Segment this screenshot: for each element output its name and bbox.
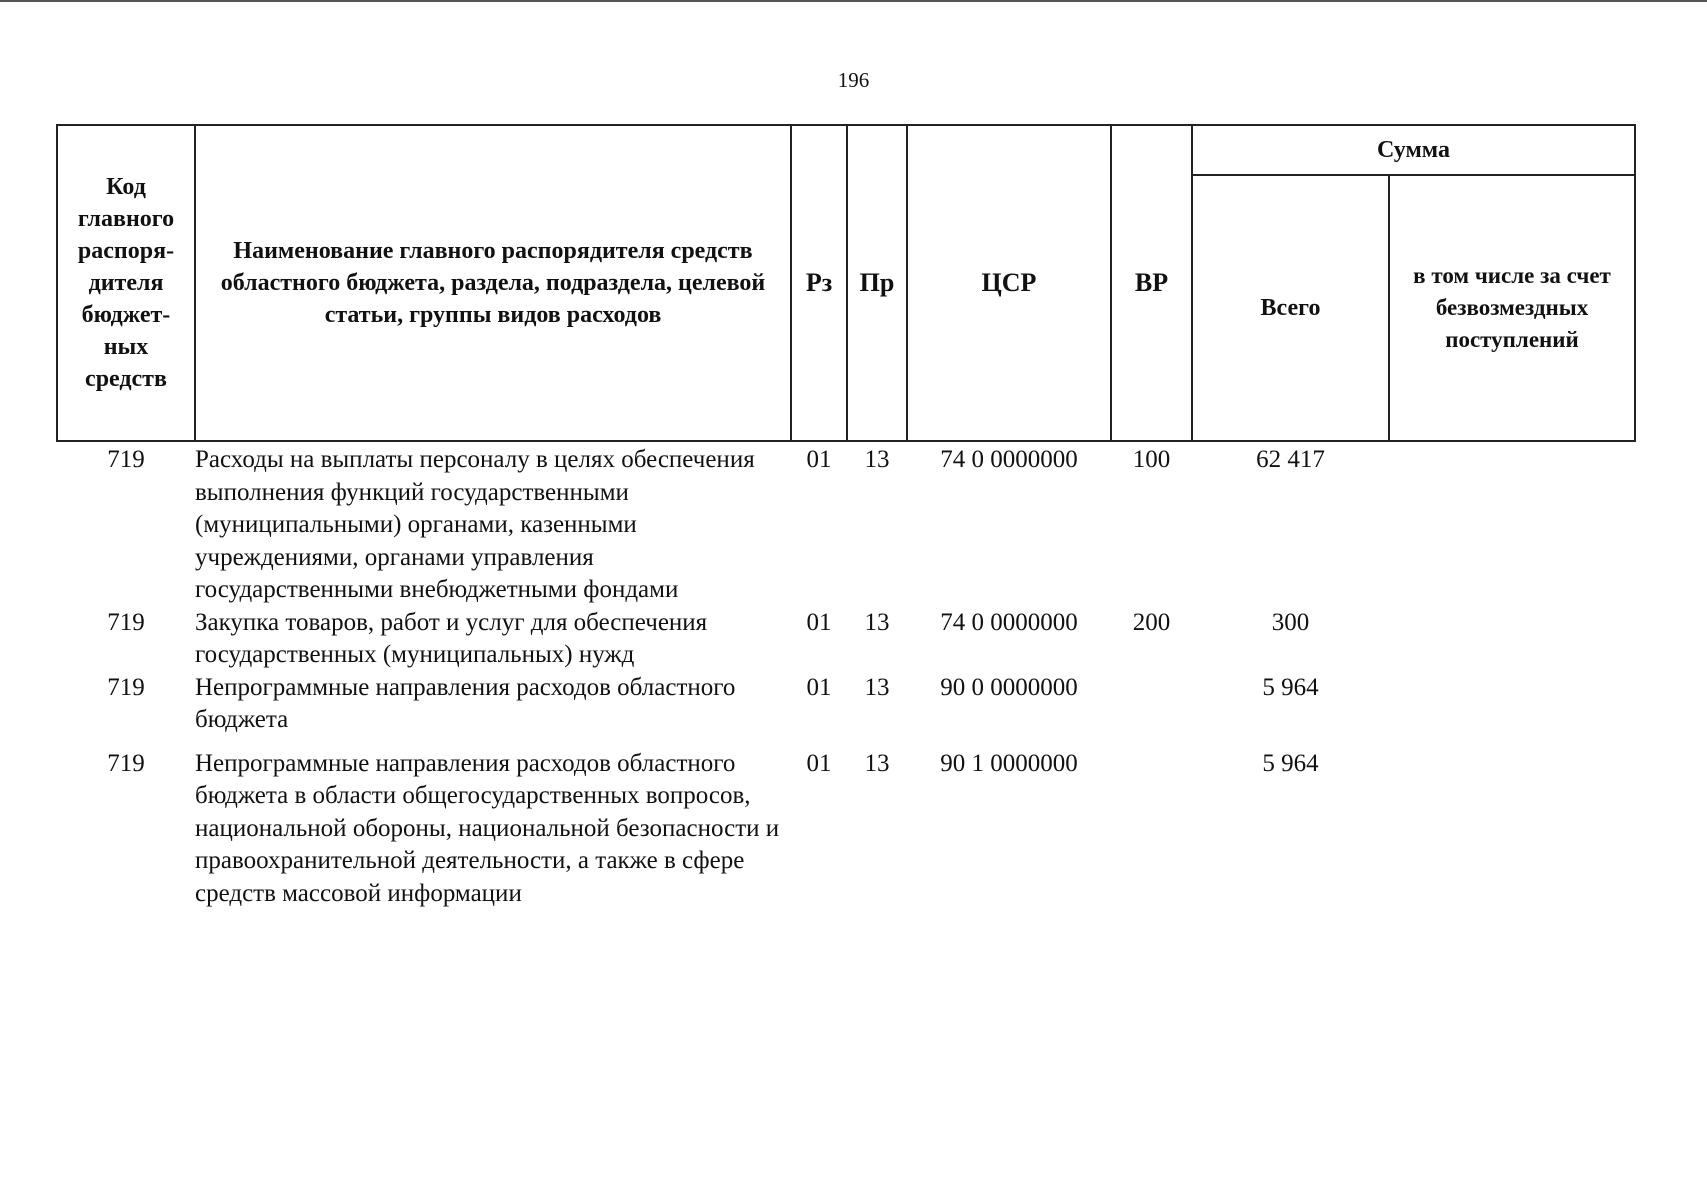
cell-total: 5 964 bbox=[1262, 673, 1319, 701]
header-code: Код главного распоря-дителя бюджет-ных средств bbox=[57, 125, 195, 441]
cell-csr: 74 0 0000000 bbox=[940, 446, 1078, 473]
table-row bbox=[57, 441, 1635, 607]
header-pr: Пр bbox=[847, 125, 907, 441]
cell-vr bbox=[1111, 737, 1192, 911]
cell-name: Закупка товаров, работ и услуг для обеспечения государственных (муниципальных) нужд bbox=[195, 608, 708, 668]
header-rz: Рз bbox=[791, 125, 847, 441]
budget-table bbox=[56, 124, 1636, 910]
table-row bbox=[57, 607, 1635, 672]
cell-pr: 13 bbox=[864, 749, 890, 777]
cell-rz: 01 bbox=[806, 608, 832, 636]
page-number: 196 bbox=[837, 68, 870, 92]
cell-code: 719 bbox=[107, 446, 145, 473]
cell-code: 719 bbox=[107, 608, 145, 636]
cell-total: 300 bbox=[1271, 608, 1310, 636]
header-name: Наименование главного распорядителя средств областного бюджета, раздела, подраздела, целевой статьи, группы видов расходов bbox=[195, 125, 791, 441]
header-csr: ЦСР bbox=[907, 125, 1111, 441]
cell-rz: 01 bbox=[806, 446, 832, 473]
cell-rz: 01 bbox=[806, 749, 832, 777]
cell-vr: 200 bbox=[1132, 608, 1171, 636]
cell-pr: 13 bbox=[864, 673, 890, 701]
cell-incl bbox=[1389, 607, 1635, 672]
table-header bbox=[57, 125, 1635, 441]
cell-rz: 01 bbox=[806, 673, 832, 701]
cell-csr: 74 0 0000000 bbox=[940, 608, 1078, 636]
header-incl: в том числе за счет безвозмездных поступлений bbox=[1389, 175, 1635, 441]
cell-pr: 13 bbox=[864, 608, 890, 636]
cell-vr bbox=[1111, 672, 1192, 737]
cell-vr: 100 bbox=[1132, 446, 1171, 473]
cell-pr: 13 bbox=[864, 446, 890, 473]
cell-name: Непрограммные направления расходов областного бюджета в области общегосударственных вопросов, национальной обороны, национальной безопасности и правоохранительной деятельности, а также в сфере средств массовой информации bbox=[195, 749, 780, 907]
cell-total: 5 964 bbox=[1262, 749, 1319, 777]
table-body bbox=[57, 441, 1635, 910]
table-row bbox=[57, 737, 1635, 911]
cell-total: 62 417 bbox=[1256, 446, 1325, 473]
cell-name: Расходы на выплаты персоналу в целях обеспечения выполнения функций государственными (муниципальными) органами, казенными учреждениями, органами управления государственными внебюджетными фондами bbox=[195, 446, 755, 603]
cell-name: Непрограммные направления расходов областного бюджета bbox=[195, 673, 736, 733]
cell-csr: 90 0 0000000 bbox=[940, 673, 1078, 701]
table-row bbox=[57, 672, 1635, 737]
cell-code: 719 bbox=[107, 749, 145, 777]
header-sum: Сумма bbox=[1192, 125, 1635, 175]
header-total: Всего bbox=[1192, 175, 1389, 441]
header-vr: ВР bbox=[1111, 125, 1192, 441]
cell-code: 719 bbox=[107, 673, 145, 701]
top-border-line bbox=[0, 0, 1707, 2]
cell-incl bbox=[1389, 672, 1635, 737]
cell-csr: 90 1 0000000 bbox=[940, 749, 1078, 777]
cell-incl bbox=[1389, 441, 1635, 607]
cell-incl bbox=[1389, 737, 1635, 911]
